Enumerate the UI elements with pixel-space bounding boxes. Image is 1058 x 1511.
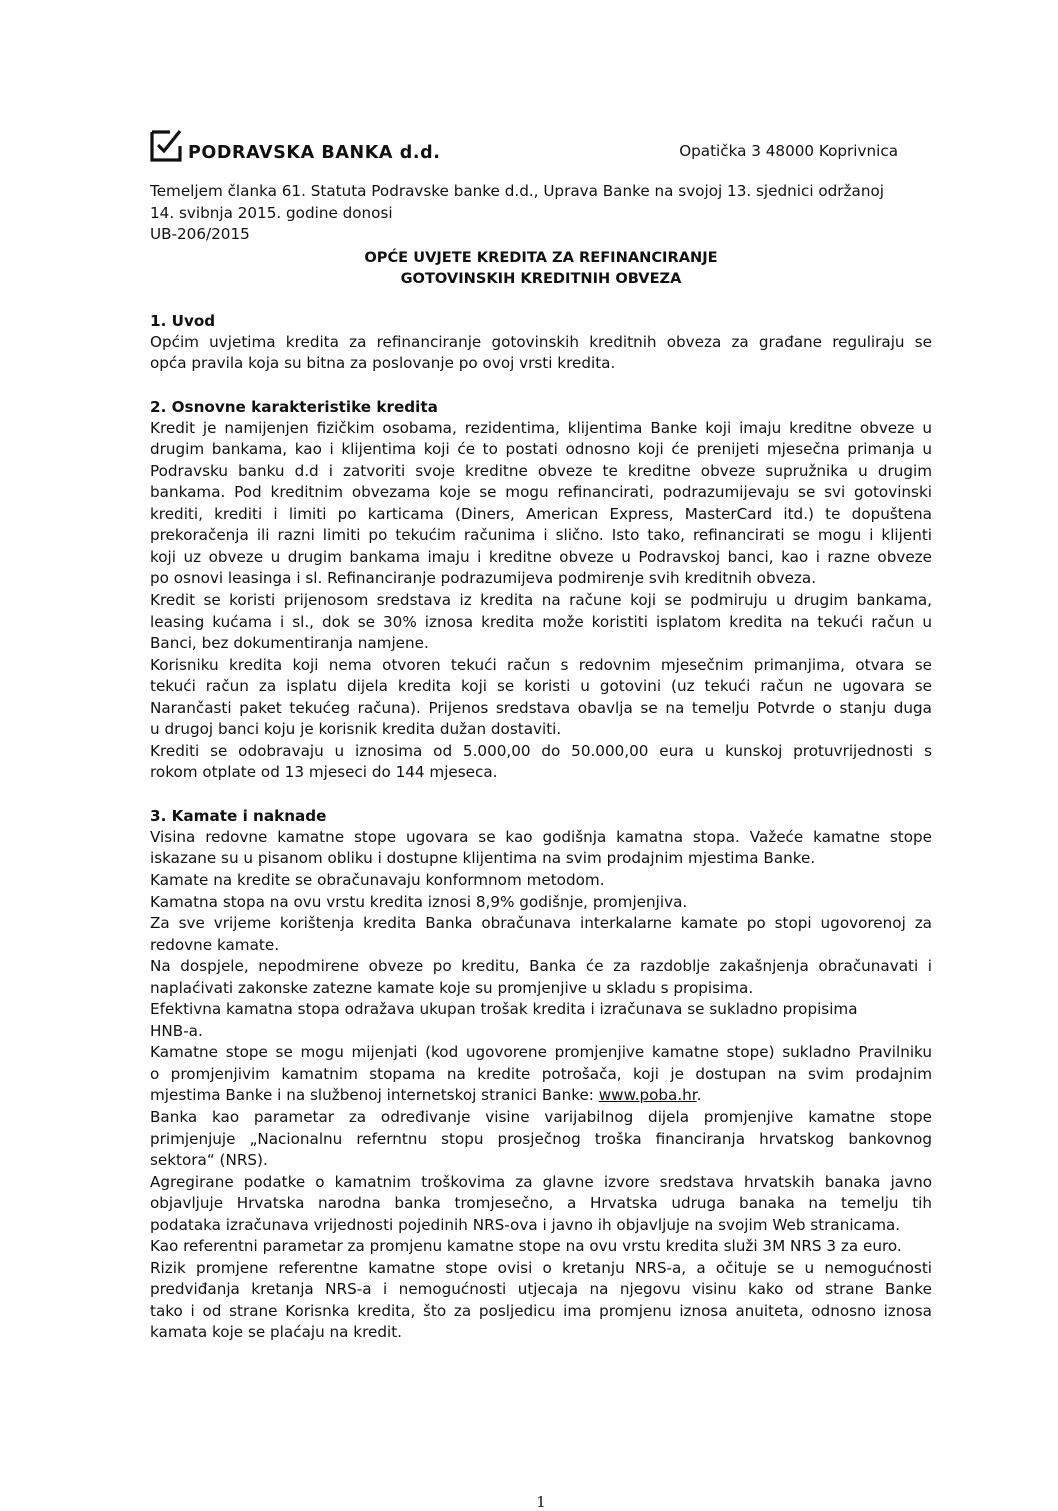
bank-address: Opatička 3 48000 Koprivnica — [679, 142, 898, 160]
text-line: tekući račun za isplatu dijela kredita koji se koristi u gotovini (uz tekući račun ne ugovara se — [150, 677, 932, 696]
text-line: po osnovi leasinga i sl. Refinanciranje podrazumijeva podmirenje svih kreditnih obveza. — [150, 569, 817, 588]
text-line: Kao referentni parametar za promjenu kamatne stope na ovu vrstu kredita služi 3M NRS 3 za euro. — [150, 1237, 902, 1256]
text-line: Agregirane podatke o kamatnim troškovima za glavne izvore sredstava hrvatskih banaka javno — [150, 1172, 932, 1191]
text-line: opća pravila koja su bitna za poslovanje po ovoj vrsti kredita. — [150, 354, 616, 373]
section-body-karakteristike — [150, 418, 932, 784]
text-line: kamata koje se plaćaju na kredit. — [150, 1323, 402, 1342]
text-line: sektora“ (NRS). — [150, 1151, 268, 1170]
text-line: u drugoj banci koju je korisnik kredita dužan dostaviti. — [150, 720, 562, 739]
reference-number: UB-206/2015 — [150, 225, 250, 243]
section-heading-uvod: 1. Uvod — [150, 311, 216, 330]
section-heading-karakteristike: 2. Osnovne karakteristike kredita — [150, 397, 438, 416]
title-line: OPĆE UVJETE KREDITA ZA REFINANCIRANJE — [364, 248, 718, 266]
section-body-uvod — [150, 332, 932, 375]
text-line: Kamate na kredite se obračunavaju konformnom metodom. — [150, 870, 605, 889]
text-line: Krediti se odobravaju u iznosima od 5.000,00 do 50.000,00 eura u kunskoj protuvrijednosti s — [150, 741, 932, 760]
text-line: Efektivna kamatna stopa odražava ukupan trošak kredita i izračunava se sukladno propisima — [150, 1000, 858, 1019]
intro-block — [150, 181, 932, 246]
text-line: Banka kao parametar za određivanje visine varijabilnog dijela promjenjive kamatne stope — [150, 1108, 932, 1126]
text-line: prekoračenja ili razni limiti po tekućim računima i slično. Isto tako, refinancirati se mogu i klijenti — [150, 526, 932, 545]
text-line: rokom otplate od 13 mjeseci do 144 mjeseca. — [150, 763, 498, 782]
bank-name: PODRAVSKA BANKA d.d. — [188, 142, 441, 163]
text-line: Za sve vrijeme korištenja kredita Banka obračunava interkalarne kamate po stopi ugovorenoj za — [150, 914, 932, 933]
text-line: Kredit je namijenjen fizičkim osobama, rezidentima, klijentima Banke koji imaju kreditne obveze u — [150, 418, 932, 437]
text-line: mjestima Banke i na službenoj internetskoj stranici Banke: — [150, 1086, 599, 1105]
link-suffix: . — [696, 1086, 702, 1105]
text-line: leasing kućama i sl., dok se 30% iznosa kredita može koristiti isplatom kredita na tekući račun u — [150, 612, 932, 631]
text-line: Visina redovne kamatne stope ugovara se kao godišnja kamatna stopa. Važeće kamatne stope — [150, 827, 932, 846]
text-line: redovne kamate. — [150, 935, 280, 954]
text-line: Kamatna stopa na ovu vrstu kredita iznosi 8,9% godišnje, promjenjiva. — [150, 892, 688, 911]
text-line: naplaćivati zakonske zatezne kamate koje su promjenjive u skladu s propisima. — [150, 978, 754, 997]
text-line: predviđanja kretanja NRS-a i nemogućnosti utjecaja na njegovu visinu kako od strane Banke — [150, 1280, 932, 1299]
text-line: Korisniku kredita koji nema otvoren tekući račun s redovnim mjesečnim primanjima, otvara se — [150, 655, 932, 674]
section-body-kamate — [150, 827, 932, 1344]
document-page — [150, 128, 932, 1511]
text-line-with-link — [150, 1085, 932, 1107]
text-line: iskazane su u pisanom obliku i dostupne klijentima na svim prodajnim mjestima Banke. — [150, 849, 816, 868]
intro-line: 14. svibnja 2015. godine donosi — [150, 203, 393, 222]
text-line: Rizik promjene referentne kamatne stope ovisi o kretanju NRS-a, a očituje se u nemogućnosti — [150, 1258, 932, 1277]
title-line: GOTOVINSKIH KREDITNIH OBVEZA — [400, 269, 682, 287]
text-line: primjenjuje „Nacionalnu referntnu stopu prosječnog troška financiranja hrvatskog bankovnog — [150, 1129, 932, 1148]
text-line: Kamatne stope se mogu mijenjati (kod ugovorene promjenjive kamatne stope) sukladno Pravilniku — [150, 1043, 932, 1062]
text-line: Općim uvjetima kredita za refinanciranje gotovinskih kreditnih obveza za građane reguliraju se — [150, 332, 932, 351]
text-line: Podravsku banku d.d i zatvoriti svoje kreditne obveze te kreditne obveze supružnika u drugim — [150, 461, 932, 480]
page-number: 1 — [536, 1493, 546, 1511]
text-line: drugim bankama, kao i klijentima koji će to postati odnosno koji će prenijeti mjesečna primanja u — [150, 440, 932, 459]
text-line: Kredit se koristi prijenosom sredstava iz kredita na račune koji se podmiruju u drugim bankama, — [150, 590, 932, 609]
text-line: HNB-a. — [150, 1021, 203, 1040]
text-line: objavljuje Hrvatska narodna banka tromjesečno, a Hrvatska udruga banaka na temelju tih — [150, 1194, 932, 1213]
bank-website-link[interactable]: www.poba.hr — [598, 1086, 697, 1105]
text-line: Banci, bez dokumentiranja namjene. — [150, 634, 429, 653]
letterhead — [150, 128, 932, 164]
text-line: o promjenjivim kamatnim stopama na kredite potrošača, koji je dostupan na svim prodajnim — [150, 1064, 932, 1083]
intro-line: Temeljem članka 61. Statuta Podravske banke d.d., Uprava Banke na svojoj 13. sjednici održanoj — [150, 182, 884, 200]
section-heading-kamate: 3. Kamate i naknade — [150, 806, 327, 825]
document-title — [150, 247, 932, 289]
checkmark-box-icon — [150, 128, 182, 162]
text-line: Narančasti paket tekućeg računa). Prijenos sredstava obavlja se na temelju Potvrde o stanju duga — [150, 698, 932, 717]
text-line: koji uz obveze u drugim bankama imaju i kreditne obveze u Podravskoj banci, kao i razne obveze — [150, 547, 932, 566]
text-line: Na dospjele, nepodmirene obveze po kreditu, Banka će za razdoblje zakašnjenja obračunavati i — [150, 957, 932, 976]
text-line: podataka izračunava vrijednosti pojedinih NRS-ova i javno ih objavljuje na svojim Web stranicama. — [150, 1215, 901, 1234]
bank-logo — [150, 128, 440, 162]
text-line: bankama. Pod kreditnim obvezama koje se mogu refinancirati, podrazumijevaju se svi gotovinski — [150, 483, 932, 502]
text-line: krediti, krediti i limiti po karticama (Diners, American Express, MasterCard itd.) te dopuštena — [150, 504, 932, 523]
text-line: tako i od strane Korisnka kredita, što za posljedicu ima promjenu iznosa anuiteta, odnosno iznosa — [150, 1301, 932, 1320]
